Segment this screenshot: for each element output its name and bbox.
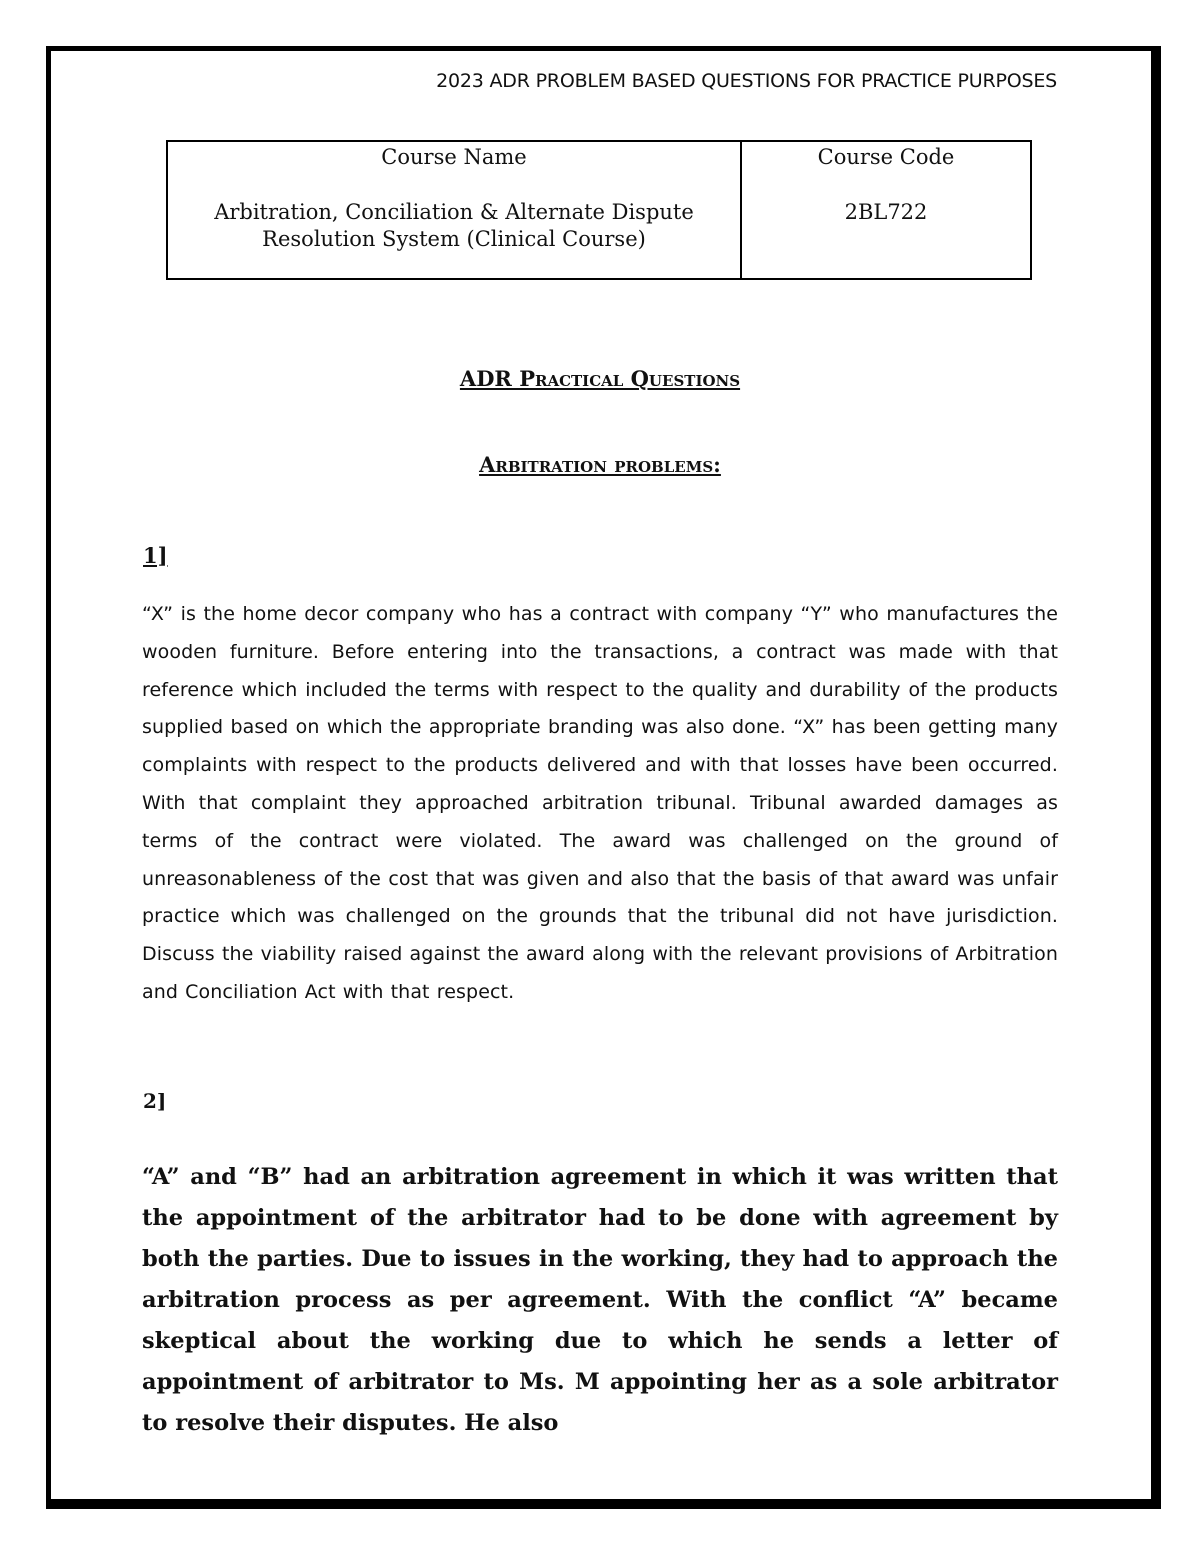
section-heading: Arbitration problems:	[479, 452, 721, 477]
course-name-cell	[168, 142, 742, 278]
question-2-text: “A” and “B” had an arbitration agreement in which it was written that the appointment of the arbitrator had to be done with agreement by both the parties. Due to issues in the working, they had to approach the arbitration process as per agreement. With the conflict “A” became skeptical about the working due to which he sends a letter of appointment of arbitrator to Ms. M appointing her as a sole arbitrator to resolve their disputes. He also	[142, 1164, 1058, 1436]
course-name-value: Arbitration, Conciliation & Alternate Dispute Resolution System (Clinical Course)	[214, 200, 694, 251]
course-code-label: Course Code	[817, 145, 955, 169]
question-1-text: “X” is the home decor company who has a contract with company “Y” who manufactures the wooden furniture. Before entering into the transactions, a contract was made with that reference which included the terms with respect to the quality and durability of the products supplied based on which the appropriate branding was also done. “X” has been getting many complaints with respect to the products delivered and with that losses have been occurred. With that complaint they approached arbitration tribunal. Tribunal awarded damages as terms of the contract were violated. The award was challenged on the ground of unreasonableness of the cost that was given and also that the basis of that award was unfair practice which was challenged on the grounds that the tribunal did not have jurisdiction. Discuss the viability raised against the award along with the relevant provisions of Arbitration and Conciliation Act with that respect.	[142, 603, 1058, 1003]
course-name-label: Course Name	[381, 145, 527, 169]
question-1-number: 1]	[143, 543, 168, 568]
course-table	[166, 140, 1032, 280]
course-code-cell	[742, 142, 1030, 278]
course-code-value: 2BL722	[844, 200, 928, 224]
page-header: 2023 ADR PROBLEM BASED QUESTIONS FOR PRACTICE PURPOSES	[436, 70, 1057, 92]
main-heading: ADR Practical Questions	[459, 366, 741, 391]
question-2-number: 2]	[143, 1089, 167, 1113]
